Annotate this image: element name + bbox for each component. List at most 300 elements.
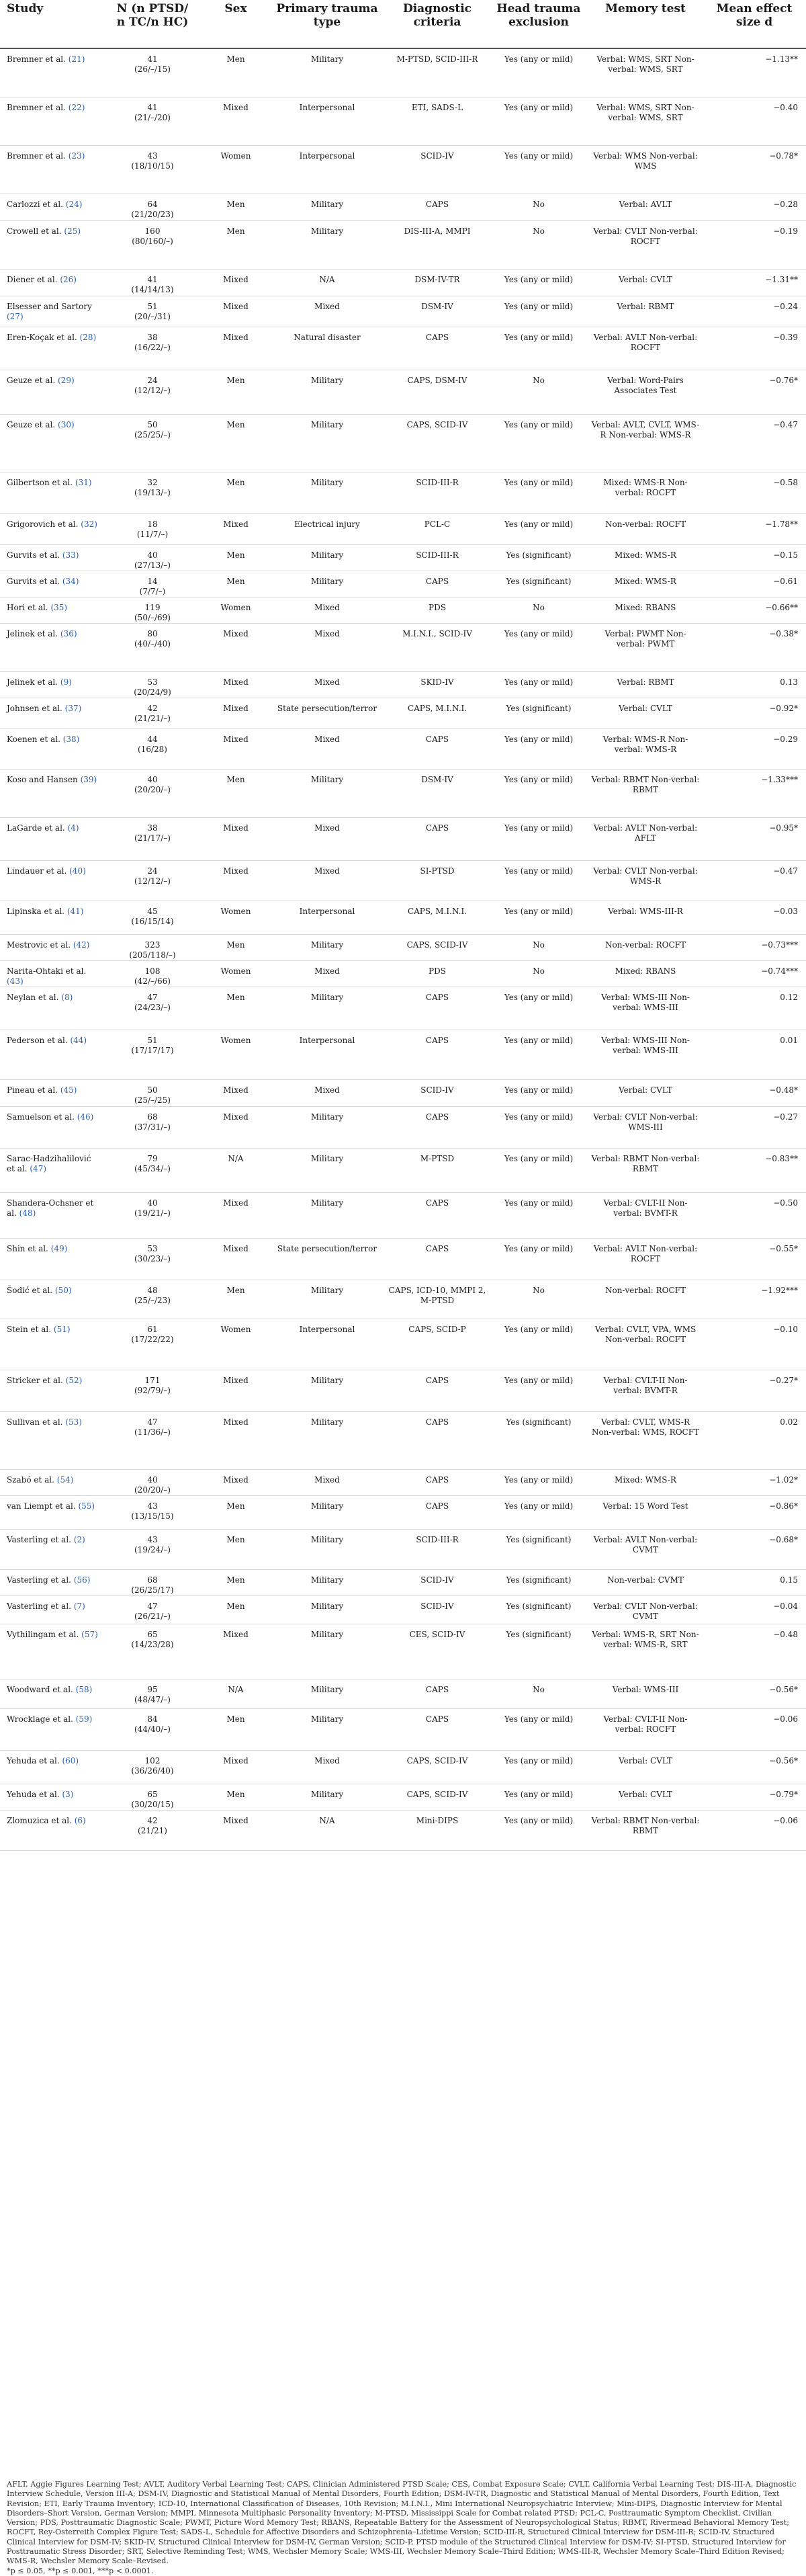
cell-memory-test: Verbal: CVLT, WMS-R Non-verbal: WMS, ROCFT — [588, 1411, 703, 1469]
total-n: 40 — [147, 550, 158, 560]
table-row — [0, 623, 806, 671]
cell-sample-size — [102, 1238, 203, 1280]
table-row — [0, 48, 806, 97]
total-n: 119 — [144, 602, 161, 612]
study-name: Neylan et al. — [7, 992, 59, 1002]
cell-sample-size — [102, 1411, 203, 1469]
cell-memory-test: Verbal: PWMT Non-verbal: PWMT — [588, 623, 703, 671]
cell-diagnostic-criteria: SCID-IV — [386, 1569, 489, 1595]
cell-diagnostic-criteria: CAPS, ICD-10, MMPI 2, M-PTSD — [386, 1280, 489, 1319]
cell-effect-size: −0.56* — [703, 1750, 806, 1784]
cell-diagnostic-criteria: CAPS — [386, 571, 489, 597]
study-name: Jelinek et al. — [7, 677, 58, 687]
cell-head-trauma: No — [489, 1679, 588, 1708]
cell-effect-size: −0.40 — [703, 97, 806, 145]
reference-link[interactable]: (26) — [60, 274, 77, 284]
cell-diagnostic-criteria: CAPS — [386, 1469, 489, 1495]
cell-sex: Mixed — [203, 1469, 269, 1495]
cell-sample-size — [102, 1569, 203, 1595]
cell-trauma-type: Military — [269, 544, 386, 571]
cell-sample-size — [102, 1529, 203, 1569]
header-diagnostic-criteria: Diagnostic criteria — [386, 0, 489, 48]
group-split: (27/13/–) — [134, 560, 171, 570]
table-footnote — [0, 2480, 799, 2576]
cell-diagnostic-criteria: CAPS — [386, 1192, 489, 1238]
cell-head-trauma: Yes (any or mild) — [489, 1784, 588, 1810]
cell-trauma-type: Military — [269, 414, 386, 472]
study-name: Grigorovich et al. — [7, 519, 79, 529]
table-row — [0, 769, 806, 817]
study-name: LaGarde et al. — [7, 823, 65, 833]
cell-head-trauma: Yes (significant) — [489, 1595, 588, 1624]
cell-diagnostic-criteria: PDS — [386, 960, 489, 987]
cell-sex: Mixed — [203, 296, 269, 327]
cell-diagnostic-criteria: Mini-DIPS — [386, 1810, 489, 1850]
cell-sex: Mixed — [203, 623, 269, 671]
table-body — [0, 48, 806, 1850]
reference-link[interactable]: (32) — [81, 519, 97, 529]
cell-effect-size: 0.02 — [703, 1411, 806, 1469]
cell-trauma-type: Military — [269, 1529, 386, 1569]
cell-sex: Women — [203, 1319, 269, 1370]
reference-link[interactable]: (25) — [64, 226, 81, 236]
reference-link[interactable]: (33) — [62, 550, 79, 560]
cell-sex: Mixed — [203, 269, 269, 296]
cell-memory-test: Non-verbal: CVMT — [588, 1569, 703, 1595]
cell-memory-test: Verbal: CVLT — [588, 1079, 703, 1106]
table-row — [0, 1148, 806, 1192]
cell-trauma-type: Military — [269, 1595, 386, 1624]
cell-memory-test: Verbal: 15 Word Test — [588, 1495, 703, 1529]
cell-study — [0, 296, 102, 327]
cell-study — [0, 571, 102, 597]
cell-study — [0, 769, 102, 817]
cell-sample-size — [102, 698, 203, 729]
cell-trauma-type: Military — [269, 934, 386, 960]
cell-effect-size: 0.15 — [703, 1569, 806, 1595]
cell-memory-test: Verbal: AVLT Non-verbal: ROCFT — [588, 1238, 703, 1280]
cell-diagnostic-criteria: CAPS, SCID-IV — [386, 414, 489, 472]
study-name: Vasterling et al. — [7, 1575, 71, 1585]
cell-effect-size: −0.06 — [703, 1708, 806, 1750]
cell-trauma-type: Military — [269, 1569, 386, 1595]
cell-diagnostic-criteria: CAPS — [386, 729, 489, 769]
cell-study — [0, 414, 102, 472]
total-n: 18 — [147, 519, 158, 529]
cell-sex: Men — [203, 220, 269, 269]
cell-study — [0, 1784, 102, 1810]
cell-memory-test: Verbal: CVLT Non-verbal: WMS-III — [588, 1106, 703, 1148]
cell-sex: Men — [203, 1280, 269, 1319]
cell-head-trauma: Yes (any or mild) — [489, 817, 588, 860]
cell-head-trauma: Yes (any or mild) — [489, 1750, 588, 1784]
cell-memory-test: Mixed: WMS-R Non-verbal: ROCFT — [588, 472, 703, 513]
reference-link[interactable]: (6) — [74, 1815, 86, 1825]
group-split: (21/21) — [138, 1825, 167, 1835]
cell-sample-size — [102, 472, 203, 513]
cell-diagnostic-criteria: SCID-III-R — [386, 544, 489, 571]
cell-effect-size: −0.48* — [703, 1079, 806, 1106]
cell-trauma-type: Military — [269, 571, 386, 597]
group-split: (19/21/–) — [134, 1208, 171, 1218]
study-name: Sarac-Hadzihalilović et al. — [7, 1153, 91, 1173]
cell-effect-size: −0.55* — [703, 1238, 806, 1280]
cell-memory-test: Verbal: AVLT Non-verbal: ROCFT — [588, 327, 703, 370]
cell-memory-test: Verbal: CVLT-II Non-verbal: BVMT-R — [588, 1370, 703, 1411]
total-n: 65 — [147, 1629, 158, 1639]
cell-sex: Men — [203, 1784, 269, 1810]
study-name: Koso and Hansen — [7, 774, 78, 784]
table-row — [0, 97, 806, 145]
study-name: Woodward et al. — [7, 1684, 73, 1694]
header-sex: Sex — [203, 0, 269, 48]
cell-diagnostic-criteria: M-PTSD — [386, 1148, 489, 1192]
table-row — [0, 414, 806, 472]
table-row — [0, 1624, 806, 1679]
study-name: Hori et al. — [7, 602, 48, 612]
cell-sample-size — [102, 48, 203, 97]
cell-effect-size: −0.66** — [703, 597, 806, 623]
reference-link[interactable]: (9) — [60, 677, 72, 687]
reference-link[interactable]: (23) — [68, 151, 85, 161]
cell-study — [0, 370, 102, 414]
reference-link[interactable]: (4) — [67, 823, 79, 833]
study-name: Yehuda et al. — [7, 1789, 60, 1799]
cell-trauma-type: Military — [269, 472, 386, 513]
cell-head-trauma: Yes (any or mild) — [489, 729, 588, 769]
reference-link[interactable]: (47) — [30, 1163, 47, 1173]
cell-diagnostic-criteria: CAPS — [386, 1708, 489, 1750]
reference-link[interactable]: (45) — [60, 1085, 77, 1095]
total-n: 14 — [147, 576, 158, 586]
table-row — [0, 1784, 806, 1810]
group-split: (26/–/15) — [134, 65, 171, 74]
cell-sex: N/A — [203, 1679, 269, 1708]
reference-link[interactable]: (54) — [56, 1474, 74, 1485]
reference-link[interactable]: (58) — [75, 1684, 93, 1694]
study-name: Zlomuzica et al. — [7, 1815, 72, 1825]
study-name: Vasterling et al. — [7, 1534, 71, 1544]
cell-memory-test: Verbal: AVLT Non-verbal: CVMT — [588, 1529, 703, 1569]
cell-head-trauma: Yes (any or mild) — [489, 1810, 588, 1850]
cell-diagnostic-criteria: CAPS, M.I.N.I. — [386, 698, 489, 729]
group-split: (25/25/–) — [134, 429, 171, 440]
total-n: 32 — [147, 477, 158, 487]
cell-effect-size: −0.15 — [703, 544, 806, 571]
cell-diagnostic-criteria: SKID-IV — [386, 671, 489, 698]
cell-study — [0, 1679, 102, 1708]
cell-head-trauma: No — [489, 934, 588, 960]
cell-sample-size — [102, 1192, 203, 1238]
total-n: 102 — [144, 1755, 161, 1765]
reference-link[interactable]: (38) — [62, 734, 80, 744]
cell-effect-size: −0.86* — [703, 1495, 806, 1529]
study-name: Narita-Ohtaki et al. — [7, 966, 87, 976]
cell-sex: Mixed — [203, 860, 269, 901]
cell-sex: Mixed — [203, 1370, 269, 1411]
reference-link[interactable]: (27) — [7, 311, 24, 321]
table-row — [0, 1192, 806, 1238]
group-split: (14/14/13) — [131, 284, 174, 294]
cell-sex: Men — [203, 1569, 269, 1595]
cell-sex: Mixed — [203, 97, 269, 145]
total-n: 47 — [147, 992, 158, 1002]
table-row — [0, 1280, 806, 1319]
reference-link[interactable]: (59) — [75, 1714, 93, 1724]
cell-diagnostic-criteria: CAPS — [386, 194, 489, 220]
cell-sex: Women — [203, 960, 269, 987]
group-split: (17/22/22) — [131, 1334, 174, 1344]
total-n: 24 — [147, 866, 158, 876]
group-split: (30/23/–) — [134, 1253, 171, 1263]
total-n: 48 — [147, 1285, 158, 1295]
table-row — [0, 327, 806, 370]
reference-link[interactable]: (24) — [65, 199, 83, 209]
cell-sample-size — [102, 414, 203, 472]
cell-sex: Mixed — [203, 1238, 269, 1280]
table-row — [0, 220, 806, 269]
cell-study — [0, 623, 102, 671]
reference-link[interactable]: (43) — [7, 976, 24, 986]
total-n: 42 — [147, 1815, 158, 1825]
cell-trauma-type: Military — [269, 194, 386, 220]
cell-effect-size: 0.13 — [703, 671, 806, 698]
group-split: (17/17/17) — [131, 1045, 174, 1055]
cell-diagnostic-criteria: CAPS — [386, 817, 489, 860]
cell-sex: Men — [203, 472, 269, 513]
reference-link[interactable]: (57) — [81, 1629, 98, 1639]
study-name: van Liempt et al. — [7, 1501, 76, 1511]
cell-sex: Mixed — [203, 1750, 269, 1784]
cell-trauma-type: Military — [269, 1106, 386, 1148]
cell-memory-test: Verbal: AVLT Non-verbal: AFLT — [588, 817, 703, 860]
reference-link[interactable]: (50) — [54, 1285, 72, 1295]
cell-effect-size: −0.92* — [703, 698, 806, 729]
total-n: 68 — [147, 1575, 158, 1585]
study-name: Šodić et al. — [7, 1285, 53, 1295]
cell-head-trauma: Yes (any or mild) — [489, 1708, 588, 1750]
table-row — [0, 597, 806, 623]
cell-effect-size: −0.76* — [703, 370, 806, 414]
reference-link[interactable]: (21) — [68, 54, 85, 64]
reference-link[interactable]: (51) — [53, 1324, 71, 1334]
reference-link[interactable]: (2) — [73, 1534, 85, 1544]
cell-sample-size — [102, 544, 203, 571]
total-n: 41 — [147, 274, 158, 284]
cell-sex: Men — [203, 370, 269, 414]
study-name: Lindauer et al. — [7, 866, 67, 876]
table-row — [0, 901, 806, 934]
cell-effect-size: 0.12 — [703, 987, 806, 1030]
cell-trauma-type: Military — [269, 987, 386, 1030]
study-name: Crowell et al. — [7, 226, 62, 236]
cell-sample-size — [102, 901, 203, 934]
cell-study — [0, 1624, 102, 1679]
group-split: (16/15/14) — [131, 916, 174, 926]
study-name: Geuze et al. — [7, 375, 56, 385]
study-name: Bremner et al. — [7, 151, 66, 161]
study-name: Bremner et al. — [7, 102, 66, 112]
cell-trauma-type: Mixed — [269, 817, 386, 860]
reference-link[interactable]: (39) — [80, 774, 97, 784]
study-name: Lipinska et al. — [7, 906, 64, 916]
study-name: Wrocklage et al. — [7, 1714, 73, 1724]
cell-sample-size — [102, 671, 203, 698]
reference-link[interactable]: (34) — [62, 576, 79, 586]
reference-link[interactable]: (44) — [70, 1035, 87, 1045]
cell-sex: Men — [203, 1595, 269, 1624]
header-study: Study — [0, 0, 102, 48]
total-n: 64 — [147, 199, 158, 209]
group-split: (25/–/23) — [134, 1295, 171, 1305]
cell-head-trauma: Yes (significant) — [489, 1411, 588, 1469]
reference-link[interactable]: (48) — [19, 1208, 36, 1218]
cell-sample-size — [102, 1370, 203, 1411]
cell-study — [0, 327, 102, 370]
reference-link[interactable]: (53) — [65, 1417, 82, 1427]
reference-link[interactable]: (7) — [73, 1601, 85, 1611]
group-split: (21/–/20) — [134, 112, 171, 122]
cell-memory-test: Mixed: RBANS — [588, 960, 703, 987]
study-name: Szabó et al. — [7, 1474, 54, 1485]
reference-link[interactable]: (41) — [66, 906, 84, 916]
cell-study — [0, 817, 102, 860]
cell-sex: Mixed — [203, 327, 269, 370]
reference-link[interactable]: (35) — [50, 602, 68, 612]
total-n: 40 — [147, 1198, 158, 1208]
reference-link[interactable]: (31) — [75, 477, 92, 487]
cell-effect-size: −0.50 — [703, 1192, 806, 1238]
reference-link[interactable]: (8) — [61, 992, 73, 1002]
cell-trauma-type: State persecution/terror — [269, 698, 386, 729]
group-split: (11/7/–) — [136, 529, 169, 539]
total-n: 45 — [147, 906, 158, 916]
table-row — [0, 1708, 806, 1750]
cell-head-trauma: Yes (significant) — [489, 571, 588, 597]
header-sample-size — [102, 0, 203, 48]
cell-study — [0, 901, 102, 934]
cell-sample-size — [102, 296, 203, 327]
cell-memory-test: Verbal: CVLT — [588, 1784, 703, 1810]
cell-diagnostic-criteria: ETI, SADS-L — [386, 97, 489, 145]
cell-effect-size: −0.10 — [703, 1319, 806, 1370]
table-row — [0, 544, 806, 571]
cell-effect-size: −0.95* — [703, 817, 806, 860]
cell-sample-size — [102, 1079, 203, 1106]
cell-sample-size — [102, 1679, 203, 1708]
reference-link[interactable]: (42) — [73, 940, 90, 950]
table-row — [0, 571, 806, 597]
cell-effect-size: −0.58 — [703, 472, 806, 513]
group-split: (20/–/31) — [134, 311, 171, 321]
reference-link[interactable]: (29) — [58, 375, 75, 385]
cell-sex: Mixed — [203, 1411, 269, 1469]
reference-link[interactable]: (60) — [62, 1755, 79, 1765]
group-split: (44/40/–) — [134, 1724, 171, 1734]
reference-link[interactable]: (49) — [50, 1243, 68, 1253]
reference-link[interactable]: (3) — [62, 1789, 74, 1799]
cell-effect-size: −0.24 — [703, 296, 806, 327]
cell-trauma-type: Military — [269, 1370, 386, 1411]
reference-link[interactable]: (40) — [69, 866, 86, 876]
cell-trauma-type: Military — [269, 370, 386, 414]
total-n: 47 — [147, 1417, 158, 1427]
cell-memory-test: Verbal: CVLT — [588, 1750, 703, 1784]
cell-study — [0, 1595, 102, 1624]
cell-effect-size: −0.27* — [703, 1370, 806, 1411]
group-split: (24/23/–) — [134, 1002, 171, 1012]
reference-link[interactable]: (56) — [73, 1575, 91, 1585]
cell-study — [0, 860, 102, 901]
cell-effect-size: −0.68* — [703, 1529, 806, 1569]
cell-diagnostic-criteria: CAPS — [386, 1030, 489, 1079]
cell-memory-test: Verbal: RBMT Non-verbal: RBMT — [588, 1810, 703, 1850]
table-row — [0, 1411, 806, 1469]
cell-effect-size: −1.33*** — [703, 769, 806, 817]
reference-link[interactable]: (46) — [77, 1112, 94, 1122]
table-row — [0, 1810, 806, 1850]
reference-link[interactable]: (55) — [78, 1501, 95, 1511]
cell-trauma-type: Interpersonal — [269, 901, 386, 934]
cell-effect-size: −1.13** — [703, 48, 806, 97]
cell-diagnostic-criteria: CAPS — [386, 1238, 489, 1280]
cell-study — [0, 472, 102, 513]
cell-effect-size: −0.38* — [703, 623, 806, 671]
study-name: Koenen et al. — [7, 734, 60, 744]
table-row — [0, 729, 806, 769]
cell-sample-size — [102, 1495, 203, 1529]
cell-sample-size — [102, 1469, 203, 1495]
cell-sex: Mixed — [203, 817, 269, 860]
cell-effect-size: −0.74*** — [703, 960, 806, 987]
cell-memory-test: Verbal: WMS-III-R — [588, 901, 703, 934]
cell-sex: Mixed — [203, 1810, 269, 1850]
total-n: 95 — [147, 1684, 158, 1694]
cell-study — [0, 513, 102, 544]
reference-link[interactable]: (52) — [65, 1375, 83, 1385]
reference-link[interactable]: (36) — [60, 628, 77, 638]
cell-diagnostic-criteria: SCID-IV — [386, 145, 489, 194]
cell-head-trauma: Yes (any or mild) — [489, 1238, 588, 1280]
table-row — [0, 1106, 806, 1148]
group-split: (42/–/66) — [134, 976, 171, 986]
cell-diagnostic-criteria: DSM-IV — [386, 769, 489, 817]
cell-head-trauma: Yes (any or mild) — [489, 513, 588, 544]
total-n: 65 — [147, 1789, 158, 1799]
reference-link[interactable]: (30) — [58, 419, 75, 429]
group-split: (11/36/–) — [134, 1427, 171, 1437]
study-name: Bremner et al. — [7, 54, 66, 64]
reference-link[interactable]: (37) — [64, 703, 82, 713]
cell-memory-test: Verbal: RBMT Non-verbal: RBMT — [588, 769, 703, 817]
cell-trauma-type: N/A — [269, 1810, 386, 1850]
cell-head-trauma: No — [489, 1280, 588, 1319]
cell-effect-size: −1.02* — [703, 1469, 806, 1495]
reference-link[interactable]: (22) — [68, 102, 85, 112]
cell-head-trauma: No — [489, 597, 588, 623]
group-split: (19/13/–) — [134, 487, 171, 497]
table-row — [0, 960, 806, 987]
cell-trauma-type: Military — [269, 1411, 386, 1469]
cell-diagnostic-criteria: PCL-C — [386, 513, 489, 544]
cell-effect-size: −0.29 — [703, 729, 806, 769]
table-row — [0, 1030, 806, 1079]
cell-study — [0, 269, 102, 296]
cell-head-trauma: Yes (any or mild) — [489, 1148, 588, 1192]
cell-sample-size — [102, 571, 203, 597]
study-name: Diener et al. — [7, 274, 58, 284]
reference-link[interactable]: (28) — [79, 332, 97, 342]
